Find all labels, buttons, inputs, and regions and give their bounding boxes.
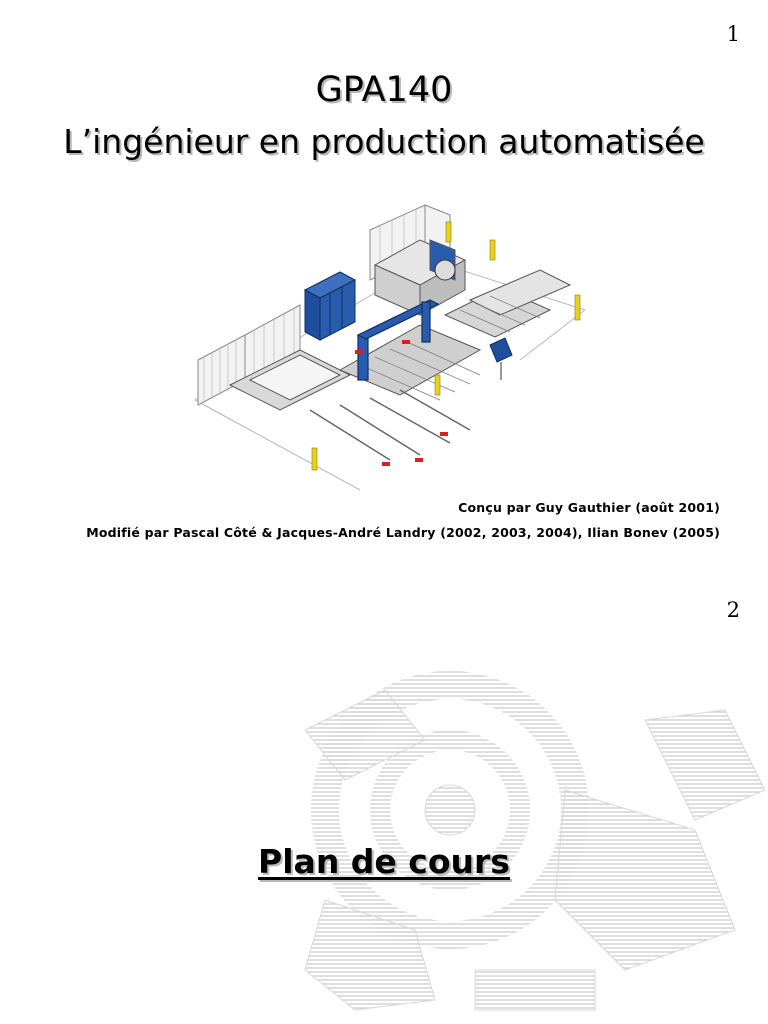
course-code-title: GPA140 [315, 70, 453, 110]
credits-designed-by: Conçu par Guy Gauthier (août 2001) [458, 500, 720, 515]
credits-modified-by: Modifié par Pascal Côté & Jacques-André Landry (2002, 2003, 2004), Ilian Bonev (2005) [86, 525, 720, 540]
course-subtitle: L’ingénieur en production automatisée [63, 122, 705, 161]
page-number: 1 [726, 22, 740, 46]
slide-2 [0, 580, 768, 1024]
page-number: 2 [726, 598, 740, 622]
production-cell-illustration [190, 200, 590, 490]
slide-heading: Plan de cours [258, 842, 510, 881]
